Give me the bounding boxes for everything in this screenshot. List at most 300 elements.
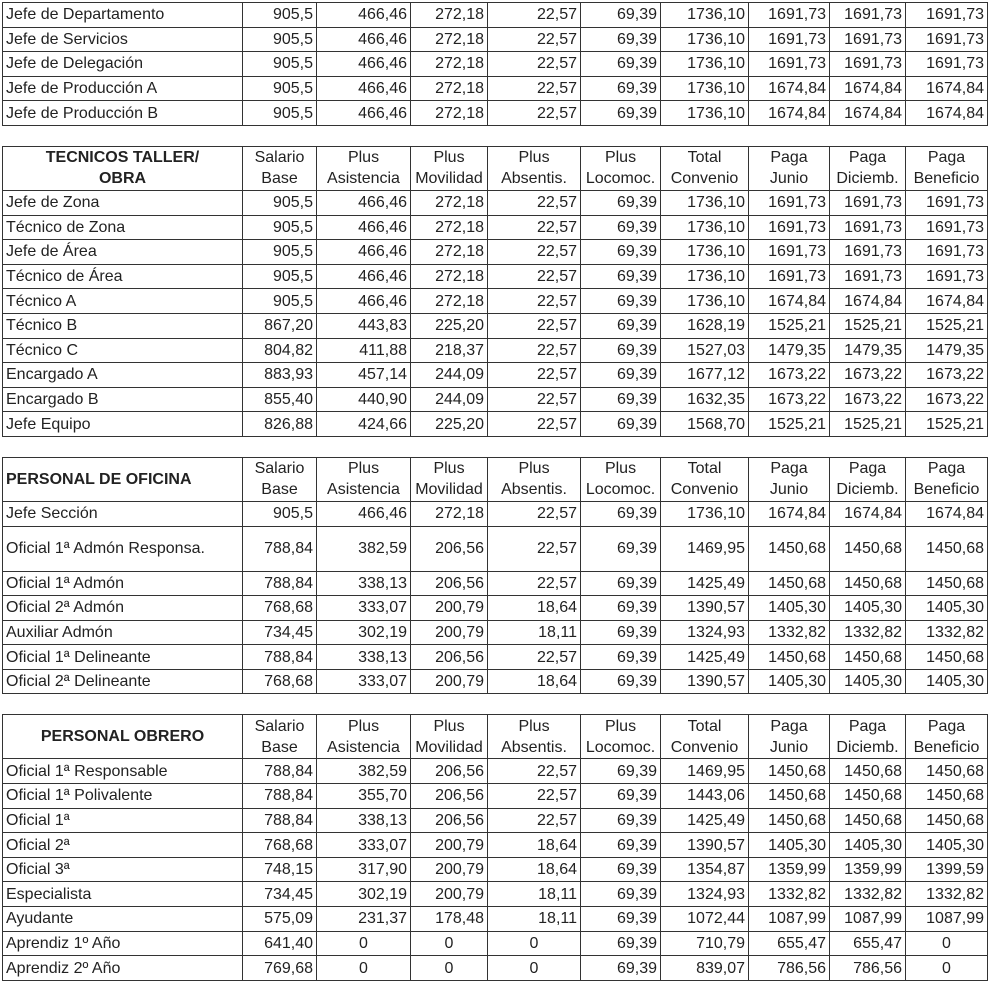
column-header-line: Diciemb. [836, 738, 899, 756]
column-header [411, 146, 488, 190]
position-name: Oficial 1ª Delineante [3, 645, 243, 670]
cell-value: 1736,10 [661, 76, 749, 101]
cell-value: 883,93 [243, 363, 317, 388]
column-header [906, 146, 988, 190]
cell-value: 655,47 [749, 931, 830, 956]
cell-value: 788,84 [243, 571, 317, 596]
position-name: Auxiliar Admón [3, 620, 243, 645]
column-header-line: Paga [927, 460, 966, 478]
cell-value: 206,56 [411, 784, 488, 809]
column-header-line: Locomoc. [585, 170, 656, 188]
cell-value: 1332,82 [830, 620, 906, 645]
cell-value: 1450,68 [830, 784, 906, 809]
cell-value: 1736,10 [661, 52, 749, 77]
table-row [3, 412, 988, 437]
cell-value: 1072,44 [661, 907, 749, 932]
section-title-line: PERSONAL DE OFICINA [6, 470, 192, 488]
cell-value: 1332,82 [906, 882, 988, 907]
cell-value: 22,57 [488, 289, 581, 314]
column-header-line: Convenio [670, 481, 739, 499]
cell-value: 69,39 [581, 931, 661, 956]
cell-value: 69,39 [581, 313, 661, 338]
cell-value: 22,57 [488, 363, 581, 388]
position-name: Técnico de Área [3, 264, 243, 289]
column-header-line: Base [261, 170, 298, 188]
column-header [488, 146, 581, 190]
cell-value: 302,19 [317, 882, 411, 907]
cell-value: 22,57 [488, 76, 581, 101]
cell-value: 1674,84 [906, 76, 988, 101]
cell-value: 905,5 [243, 27, 317, 52]
position-name: Jefe de Zona [3, 190, 243, 215]
cell-value: 200,79 [411, 596, 488, 621]
cell-value: 1691,73 [906, 52, 988, 77]
cell-value: 18,11 [488, 620, 581, 645]
cell-value: 22,57 [488, 808, 581, 833]
cell-value: 69,39 [581, 526, 661, 571]
cell-value: 69,39 [581, 264, 661, 289]
table-row [3, 808, 988, 833]
cell-value: 1691,73 [830, 190, 906, 215]
table-gap [2, 126, 987, 146]
section-title [3, 146, 243, 190]
cell-value: 355,70 [317, 784, 411, 809]
cell-value: 788,84 [243, 808, 317, 833]
cell-value: 206,56 [411, 571, 488, 596]
position-name: Oficial 1ª Polivalente [3, 784, 243, 809]
cell-value: 1673,22 [830, 387, 906, 412]
table-row [3, 363, 988, 388]
position-name: Jefe de Producción B [3, 101, 243, 126]
cell-value: 905,5 [243, 215, 317, 240]
salary-tables-page [2, 2, 987, 981]
cell-value: 466,46 [317, 3, 411, 28]
cell-value: 1691,73 [749, 215, 830, 240]
column-header-line: Plus [518, 149, 550, 167]
cell-value: 466,46 [317, 52, 411, 77]
cell-value: 748,15 [243, 857, 317, 882]
table-row [3, 784, 988, 809]
cell-value: 1736,10 [661, 240, 749, 265]
cell-value: 317,90 [317, 857, 411, 882]
cell-value: 22,57 [488, 240, 581, 265]
cell-value: 22,57 [488, 759, 581, 784]
cell-value: 1425,49 [661, 808, 749, 833]
position-name: Jefe de Área [3, 240, 243, 265]
cell-value: 905,5 [243, 101, 317, 126]
cell-value: 1691,73 [906, 190, 988, 215]
cell-value: 1525,21 [749, 412, 830, 437]
table-row [3, 76, 988, 101]
position-name: Aprendiz 2º Año [3, 956, 243, 981]
cell-value: 1450,68 [749, 526, 830, 571]
cell-value: 272,18 [411, 76, 488, 101]
column-header-line: Plus [604, 460, 637, 478]
table-row [3, 833, 988, 858]
cell-value: 1673,22 [906, 363, 988, 388]
cell-value: 333,07 [317, 669, 411, 694]
cell-value: 1691,73 [906, 240, 988, 265]
column-header-line: Plus [433, 460, 465, 478]
table-row [3, 669, 988, 694]
cell-value: 1405,30 [749, 596, 830, 621]
column-header-line: Diciemb. [836, 481, 899, 499]
personal-de-oficina-table [2, 457, 988, 695]
table-row [3, 857, 988, 882]
cell-value: 69,39 [581, 363, 661, 388]
column-header-line: Total [687, 460, 722, 478]
column-header-line: Base [261, 738, 298, 756]
position-name: Oficial 3ª [3, 857, 243, 882]
position-name: Oficial 1ª Responsable [3, 759, 243, 784]
column-header-line: Asistencia [327, 481, 400, 499]
column-header-line: Base [261, 481, 298, 499]
cell-value: 1405,30 [749, 669, 830, 694]
column-header-line: Paga [770, 460, 808, 478]
cell-value: 22,57 [488, 52, 581, 77]
cell-value: 1332,82 [830, 882, 906, 907]
cell-value: 272,18 [411, 190, 488, 215]
cell-value: 18,11 [488, 907, 581, 932]
column-header-line: Paga [927, 717, 966, 735]
cell-value: 1405,30 [830, 596, 906, 621]
cell-value: 272,18 [411, 215, 488, 240]
cell-value: 786,56 [830, 956, 906, 981]
cell-value: 69,39 [581, 101, 661, 126]
cell-value: 1691,73 [830, 3, 906, 28]
cell-value: 1673,22 [749, 363, 830, 388]
cell-value: 206,56 [411, 759, 488, 784]
cell-value: 1405,30 [906, 596, 988, 621]
cell-value: 69,39 [581, 3, 661, 28]
table-row [3, 27, 988, 52]
table-row [3, 931, 988, 956]
cell-value: 69,39 [581, 759, 661, 784]
cell-value: 0 [411, 956, 488, 981]
cell-value: 272,18 [411, 240, 488, 265]
cell-value: 1673,22 [906, 387, 988, 412]
column-header-line: Plus [433, 717, 465, 735]
column-header [488, 457, 581, 501]
cell-value: 0 [488, 931, 581, 956]
cell-value: 200,79 [411, 882, 488, 907]
cell-value: 69,39 [581, 387, 661, 412]
cell-value: 1674,84 [830, 289, 906, 314]
personal-obrero-table [2, 714, 988, 980]
cell-value: 1673,22 [830, 363, 906, 388]
cell-value: 302,19 [317, 620, 411, 645]
cell-value: 69,39 [581, 240, 661, 265]
cell-value: 1673,22 [749, 387, 830, 412]
cell-value: 1450,68 [749, 808, 830, 833]
column-header [830, 715, 906, 759]
column-header-line: Paga [927, 149, 966, 167]
cell-value: 0 [488, 956, 581, 981]
cell-value: 1674,84 [830, 501, 906, 526]
position-name: Ayudante [3, 907, 243, 932]
position-name: Jefe Sección [3, 501, 243, 526]
column-header [749, 715, 830, 759]
table-row [3, 620, 988, 645]
cell-value: 69,39 [581, 645, 661, 670]
cell-value: 69,39 [581, 571, 661, 596]
column-header-line: Plus [347, 717, 380, 735]
table-header-row [3, 715, 988, 759]
cell-value: 206,56 [411, 808, 488, 833]
cell-value: 1674,84 [749, 501, 830, 526]
cell-value: 466,46 [317, 264, 411, 289]
column-header-line: Total [687, 149, 722, 167]
cell-value: 466,46 [317, 190, 411, 215]
cell-value: 69,39 [581, 52, 661, 77]
cell-value: 22,57 [488, 264, 581, 289]
column-header-line: Absentis. [501, 481, 567, 499]
column-header-line: Plus [347, 460, 380, 478]
column-header [317, 146, 411, 190]
cell-value: 1359,99 [830, 857, 906, 882]
table-row [3, 526, 988, 571]
cell-value: 575,09 [243, 907, 317, 932]
cell-value: 0 [906, 931, 988, 956]
column-header [317, 715, 411, 759]
column-header [661, 715, 749, 759]
section-title-line: TECNICOS TALLER/ [45, 149, 200, 167]
cell-value: 1399,59 [906, 857, 988, 882]
cell-value: 1691,73 [906, 3, 988, 28]
column-header-line: Movilidad [415, 738, 483, 756]
cell-value: 22,57 [488, 412, 581, 437]
cell-value: 768,68 [243, 833, 317, 858]
cell-value: 1405,30 [830, 669, 906, 694]
tecnicos-taller-obra-table [2, 146, 988, 437]
cell-value: 1450,68 [906, 784, 988, 809]
cell-value: 1405,30 [830, 833, 906, 858]
cell-value: 69,39 [581, 882, 661, 907]
cell-value: 22,57 [488, 501, 581, 526]
cell-value: 788,84 [243, 526, 317, 571]
section-title-line: PERSONAL OBRERO [40, 728, 205, 746]
column-header-line: Movilidad [415, 170, 483, 188]
cell-value: 382,59 [317, 526, 411, 571]
cell-value: 22,57 [488, 338, 581, 363]
cell-value: 1736,10 [661, 190, 749, 215]
cell-value: 338,13 [317, 571, 411, 596]
cell-value: 1674,84 [906, 289, 988, 314]
cell-value: 1087,99 [830, 907, 906, 932]
cell-value: 22,57 [488, 645, 581, 670]
position-name: Oficial 2ª [3, 833, 243, 858]
cell-value: 867,20 [243, 313, 317, 338]
position-name: Jefe de Producción A [3, 76, 243, 101]
cell-value: 734,45 [243, 620, 317, 645]
column-header-line: Beneficio [913, 481, 980, 499]
cell-value: 1332,82 [749, 620, 830, 645]
column-header-line: Paga [770, 717, 808, 735]
column-header [906, 457, 988, 501]
cell-value: 855,40 [243, 387, 317, 412]
position-name: Jefe de Departamento [3, 3, 243, 28]
cell-value: 206,56 [411, 645, 488, 670]
cell-value: 69,39 [581, 338, 661, 363]
cell-value: 1736,10 [661, 289, 749, 314]
cell-value: 69,39 [581, 596, 661, 621]
cell-value: 1674,84 [749, 76, 830, 101]
cell-value: 69,39 [581, 620, 661, 645]
cell-value: 1087,99 [749, 907, 830, 932]
table-row [3, 3, 988, 28]
position-name: Encargado B [3, 387, 243, 412]
column-header-line: Movilidad [415, 481, 483, 499]
position-name: Aprendiz 1º Año [3, 931, 243, 956]
column-header [411, 715, 488, 759]
cell-value: 1450,68 [830, 645, 906, 670]
cell-value: 1674,84 [906, 501, 988, 526]
cell-value: 338,13 [317, 645, 411, 670]
table-header-row [3, 146, 988, 190]
position-name: Encargado A [3, 363, 243, 388]
cell-value: 1390,57 [661, 596, 749, 621]
cell-value: 1450,68 [906, 759, 988, 784]
cell-value: 69,39 [581, 501, 661, 526]
cell-value: 1691,73 [749, 240, 830, 265]
cell-value: 1324,93 [661, 882, 749, 907]
position-name: Jefe Equipo [3, 412, 243, 437]
column-header [830, 146, 906, 190]
cell-value: 1691,73 [830, 215, 906, 240]
cell-value: 225,20 [411, 412, 488, 437]
cell-value: 206,56 [411, 526, 488, 571]
table-row [3, 882, 988, 907]
cell-value: 272,18 [411, 289, 488, 314]
cell-value: 1405,30 [906, 833, 988, 858]
cell-value: 1469,95 [661, 759, 749, 784]
cell-value: 769,68 [243, 956, 317, 981]
cell-value: 457,14 [317, 363, 411, 388]
column-header [749, 457, 830, 501]
cell-value: 905,5 [243, 3, 317, 28]
position-name: Técnico C [3, 338, 243, 363]
table-row [3, 338, 988, 363]
cell-value: 1736,10 [661, 27, 749, 52]
column-header [581, 146, 661, 190]
cell-value: 826,88 [243, 412, 317, 437]
cell-value: 18,64 [488, 857, 581, 882]
column-header-line: Paga [848, 149, 887, 167]
cell-value: 0 [906, 956, 988, 981]
column-header-line: Convenio [670, 170, 739, 188]
column-header-line: Plus [433, 149, 465, 167]
cell-value: 1479,35 [906, 338, 988, 363]
cell-value: 1632,35 [661, 387, 749, 412]
column-header-line: Paga [848, 717, 887, 735]
cell-value: 1450,68 [830, 759, 906, 784]
section-title [3, 715, 243, 759]
cell-value: 1450,68 [830, 808, 906, 833]
column-header [317, 457, 411, 501]
table-row [3, 907, 988, 932]
cell-value: 905,5 [243, 52, 317, 77]
cell-value: 1525,21 [906, 313, 988, 338]
table-row [3, 596, 988, 621]
management-table [2, 2, 988, 126]
cell-value: 424,66 [317, 412, 411, 437]
cell-value: 1450,68 [906, 645, 988, 670]
cell-value: 1691,73 [749, 27, 830, 52]
position-name: Técnico B [3, 313, 243, 338]
cell-value: 641,40 [243, 931, 317, 956]
cell-value: 466,46 [317, 240, 411, 265]
cell-value: 1525,21 [749, 313, 830, 338]
cell-value: 1405,30 [906, 669, 988, 694]
cell-value: 1425,49 [661, 571, 749, 596]
cell-value: 69,39 [581, 956, 661, 981]
column-header [488, 715, 581, 759]
cell-value: 18,64 [488, 833, 581, 858]
cell-value: 1479,35 [749, 338, 830, 363]
cell-value: 200,79 [411, 620, 488, 645]
cell-value: 272,18 [411, 264, 488, 289]
table-row [3, 501, 988, 526]
cell-value: 655,47 [830, 931, 906, 956]
cell-value: 382,59 [317, 759, 411, 784]
section-title [3, 457, 243, 501]
column-header [581, 457, 661, 501]
cell-value: 272,18 [411, 27, 488, 52]
position-name: Oficial 1ª Admón [3, 571, 243, 596]
cell-value: 1674,84 [906, 101, 988, 126]
cell-value: 1628,19 [661, 313, 749, 338]
cell-value: 1450,68 [749, 759, 830, 784]
cell-value: 1450,68 [906, 526, 988, 571]
cell-value: 69,39 [581, 215, 661, 240]
cell-value: 18,64 [488, 596, 581, 621]
cell-value: 466,46 [317, 215, 411, 240]
cell-value: 788,84 [243, 645, 317, 670]
cell-value: 333,07 [317, 596, 411, 621]
column-header-line: Plus [518, 717, 550, 735]
cell-value: 466,46 [317, 27, 411, 52]
cell-value: 905,5 [243, 289, 317, 314]
cell-value: 734,45 [243, 882, 317, 907]
cell-value: 839,07 [661, 956, 749, 981]
cell-value: 1479,35 [830, 338, 906, 363]
column-header [243, 146, 317, 190]
table-row [3, 313, 988, 338]
column-header-line: Plus [347, 149, 380, 167]
column-header-line: Plus [604, 717, 637, 735]
cell-value: 69,39 [581, 27, 661, 52]
cell-value: 272,18 [411, 3, 488, 28]
cell-value: 69,39 [581, 669, 661, 694]
cell-value: 905,5 [243, 76, 317, 101]
cell-value: 22,57 [488, 784, 581, 809]
cell-value: 1469,95 [661, 526, 749, 571]
cell-value: 244,09 [411, 387, 488, 412]
column-header-line: Locomoc. [585, 481, 656, 499]
column-header-line: Salario [254, 717, 305, 735]
position-name: Oficial 2ª Admón [3, 596, 243, 621]
cell-value: 1332,82 [906, 620, 988, 645]
table-row [3, 759, 988, 784]
position-name: Oficial 1ª [3, 808, 243, 833]
cell-value: 69,39 [581, 833, 661, 858]
cell-value: 200,79 [411, 669, 488, 694]
cell-value: 786,56 [749, 956, 830, 981]
cell-value: 1525,21 [830, 412, 906, 437]
cell-value: 225,20 [411, 313, 488, 338]
cell-value: 0 [317, 956, 411, 981]
cell-value: 788,84 [243, 784, 317, 809]
